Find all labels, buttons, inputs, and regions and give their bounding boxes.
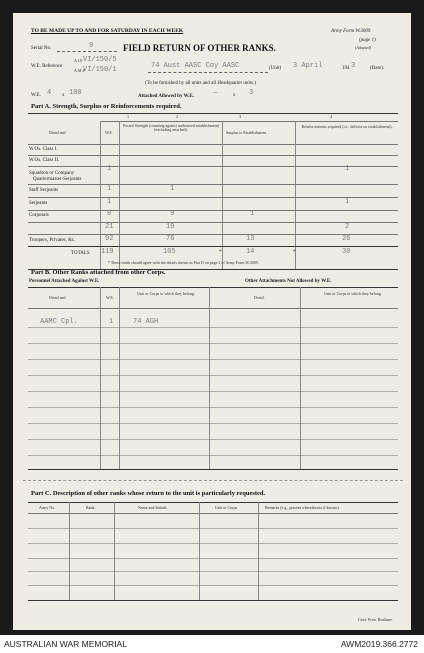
unit-label: (Unit) [269,66,282,71]
part-b-header-detail: Detail and [49,295,66,300]
we-reference-label: W.E. Reference [31,64,63,69]
row-rule [28,558,398,559]
cell-we: 1 [107,185,112,193]
part-b-header-we: W.E. [106,295,114,300]
part-b-vline-3 [209,287,210,469]
cell-we: 92 [105,235,114,243]
cell-we: 21 [105,223,114,231]
row-rule [28,585,398,586]
part-c-header-rule [28,513,398,514]
part-a-header-posted: Posted Strength (counting against authorized establishment) (excluding attached). [122,123,220,133]
cell-posted: 19 [166,223,175,231]
row-rule [28,439,398,440]
row-label: Staff Serjeants [29,188,59,193]
part-a-title: Part A. Strength, Surplus or Reinforcements required. [31,103,182,110]
part-c-header-remarks: Remarks (e.g., present whereabouts if known). [265,505,340,510]
row-rule [28,571,398,572]
cell-reinf: 26 [342,235,351,243]
form-sheet [13,13,411,630]
row-rule [28,327,398,328]
amf-value: VI/150/1 [83,66,117,74]
part-c-title: Part C. Description of other ranks whose return to the unit is particularly requested. [31,490,266,497]
col-num-1: 1 [127,114,129,119]
row-label: W.Os. Class I. [29,147,58,152]
cell-surplus: 13 [246,235,255,243]
totals-surplus: 14 [246,248,255,256]
part-b-header-unit2: Unit or Corps to which they belong. [324,291,382,296]
row-rule [28,343,398,344]
aif-value: VI/150/5 [83,56,117,64]
attached-times: x [233,93,236,98]
cell-posted: 1 [170,185,175,193]
totals-surplus-marker: * [219,250,222,255]
totals-label: TOTALS [71,251,90,256]
part-a-header-rule [28,144,398,145]
part-b-detail-value: AAMC Cpl. [40,318,78,326]
row-rule [28,210,398,211]
cell-reinf: 1 [345,198,350,206]
army-form-number: Army Form W.3009 [331,29,371,34]
part-a-top-rule [28,113,398,114]
cell-surplus: 1 [250,210,255,218]
date-label: (Date). [370,66,385,71]
row-rule [28,197,398,198]
page-number: (page 1) [359,38,376,43]
printer-imprint: Govt. Print. Brisbane. [358,617,393,622]
cell-posted: 76 [166,235,175,243]
part-b-bottom-rule [28,469,398,470]
part-b-left-title: Personnel Attached Against W.E. [29,279,100,284]
part-b-header-unit: Unit or Corps to which they belong. [137,291,195,296]
totals-top-rule [28,246,398,247]
instruction-text: TO BE MADE UP TO AND FOR SATURDAY IN EACH WEEK [31,28,184,34]
part-c-header-name: Name and Initials. [138,505,168,510]
attached-total: 3 [249,89,254,97]
row-label: Serjeants [29,201,48,206]
totals-footnote: * These totals should agree with the details shown in Part D on page 2 of Army Form W.3009. [108,260,259,265]
aif-label: A.I.F. [74,58,84,63]
cell-reinf: 2 [345,223,350,231]
part-a-header-we: W.E. [105,130,113,135]
part-c-bottom-rule [28,600,398,601]
row-rule [28,391,398,392]
amf-label: A.M.F. [74,68,86,73]
part-b-title: Part B. Other Ranks attached from other Corps. [31,269,166,276]
footer-institution: AUSTRALIAN WAR MEMORIAL [4,639,127,649]
col-num-rule [100,121,398,122]
attached-allowed-label: Attached Allowed by W.E. [138,94,194,99]
part-b-we-value: 1 [109,318,114,326]
cell-we: 8 [107,210,112,218]
row-label: Troopers, Privates, &c. [29,238,76,243]
row-rule [28,184,398,185]
row-rule [28,528,398,529]
part-a-header-surplus: Surplus to Establishment. [226,130,267,135]
footer-bar [0,635,424,653]
row-label-2: Quartermaster-Serjeants [33,177,82,182]
year-prefix: 194 [342,66,350,71]
row-label: Corporals [29,213,49,218]
form-title: FIELD RETURN OF OTHER RANKS. [123,43,276,53]
we-label: W.E. [31,93,41,98]
part-c-header-unit: Unit or Corps. [215,505,238,510]
part-b-vline-2 [119,287,120,469]
cut-line [23,480,403,481]
row-rule [28,407,398,408]
cell-posted: 9 [170,210,175,218]
part-c-header-rank: Rank. [86,505,96,510]
totals-we: 119 [101,248,114,256]
part-b-vline-4 [300,287,301,469]
row-rule [28,222,398,223]
unit-line [148,72,268,73]
we-value: 4 [47,89,52,97]
col-num-4: 4 [330,114,332,119]
part-b-top-rule [28,287,398,288]
year-value: 3 [351,62,356,70]
col-num-2: 2 [176,114,178,119]
row-label: Squadron or Company [29,171,75,176]
part-c-top-rule [28,502,398,503]
totals-reinf: 30 [342,248,351,256]
adapted-note: (Adapted) [355,45,371,50]
row-label: W.Os. Class II. [29,158,60,163]
cell-reinf: 1 [345,165,350,173]
row-rule [28,455,398,456]
row-rule [28,423,398,424]
part-b-unit-value: 74 AGH [133,318,159,326]
totals-reinf-marker: * [293,250,296,255]
part-b-right-title: Other Attachments Not Allowed by W.E. [245,279,332,284]
row-rule [28,359,398,360]
we-times: x [62,93,65,98]
part-a-header-detail: Detail and [49,130,66,135]
unit-value: 74 Aust AASC Coy AASC [151,62,240,70]
row-rule [28,375,398,376]
row-rule [28,166,398,167]
cell-we: 1 [107,165,112,173]
row-rule [28,155,398,156]
part-b-header-detail2: Detail. [254,295,265,300]
furnish-note: (To be furnished by all units and all Headquarter units.) [145,81,257,86]
totals-posted: 105 [163,248,176,256]
part-a-header-reinforcements: Reinforcements required (i.e., deficits on establishment). [301,124,393,129]
serial-value: 9 [89,42,94,50]
cell-we: 1 [107,198,112,206]
serial-label: Serial No. [31,46,52,51]
footer-accession-number: AWM2019.366.2772 [340,639,418,649]
attached-value: — [213,89,218,97]
serial-line [57,51,117,52]
part-c-header-army-no: Army No. [39,505,56,510]
row-rule [28,543,398,544]
part-b-header-rule [28,308,398,309]
we-total: 100 [69,89,82,97]
part-b-vline-1 [100,287,101,469]
date-value: 3 April [293,62,323,70]
col-num-3: 3 [239,114,241,119]
